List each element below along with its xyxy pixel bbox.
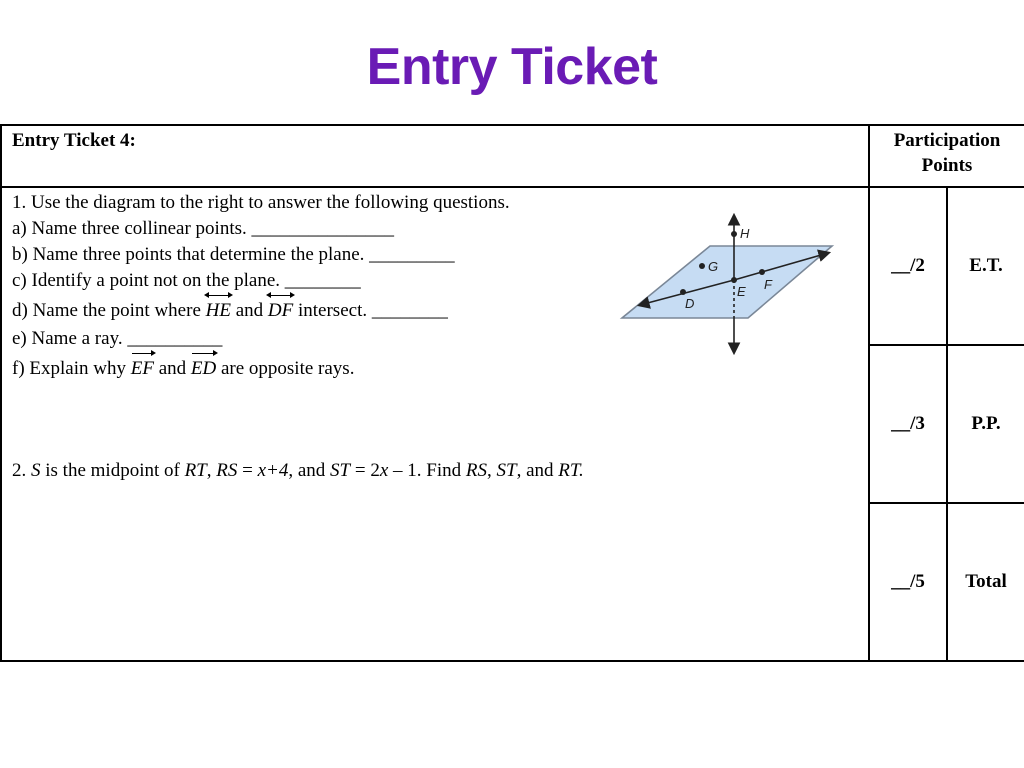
label-et: E.T. (947, 187, 1024, 345)
point-d (680, 289, 686, 295)
participation-line2: Points (921, 155, 973, 176)
question-1-intro: 1. Use the diagram to the right to answer the following questions. (12, 192, 510, 213)
question-1b: b) Name three points that determine the plane. _________ (12, 244, 455, 265)
point-h (731, 231, 737, 237)
entry-ticket-table (0, 124, 1024, 662)
ticket-label: Entry Ticket 4: (1, 125, 869, 187)
ray-ef: EF (131, 354, 154, 384)
label-f: F (764, 277, 772, 292)
question-1d: d) Name the point where HE and DF intersect. ________ (12, 296, 858, 326)
score-total: __/5 (869, 503, 947, 661)
header-row (1, 125, 1024, 187)
participation-header (869, 125, 1024, 187)
ray-ed: ED (191, 354, 216, 384)
question-1e: e) Name a ray. __________ (12, 328, 223, 349)
question-2: 2. S is the midpoint of RT, RS = x+4, and ST = 2x – 1. Find RS, ST, and RT. (12, 460, 584, 481)
question-1a: a) Name three collinear points. _______________ (12, 218, 395, 239)
label-g: G (708, 259, 719, 274)
questions-cell (1, 187, 869, 661)
page-title: Entry Ticket (366, 38, 658, 96)
score-et: __/2 (869, 187, 947, 345)
participation-line1: Participation (893, 130, 1001, 151)
point-g (699, 263, 705, 269)
label-total: Total (947, 503, 1024, 661)
label-h: H (740, 226, 750, 241)
plane-diagram (610, 210, 840, 360)
line-he: HE (206, 296, 231, 326)
label-e: E (737, 284, 746, 299)
score-pp: __/3 (869, 345, 947, 503)
point-f (759, 269, 765, 275)
line-df: DF (268, 296, 293, 326)
label-d: D (685, 296, 695, 311)
label-pp: P.P. (947, 345, 1024, 503)
question-1f: f) Explain why EF and ED are opposite rays. (12, 354, 858, 384)
question-1c: c) Identify a point not on the plane. ________ (12, 270, 361, 291)
score-row-1 (1, 187, 1024, 345)
point-e (731, 277, 737, 283)
